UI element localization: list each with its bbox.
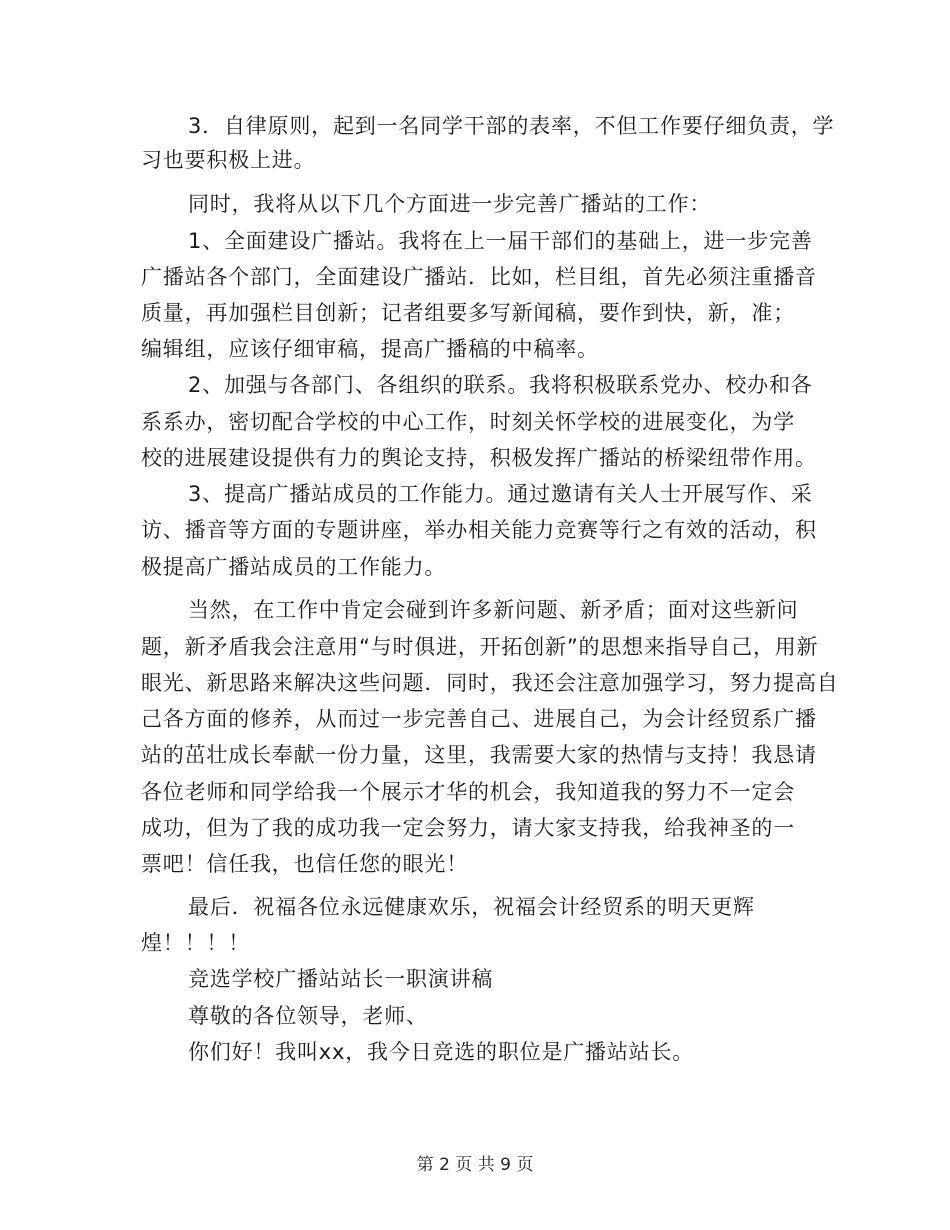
paragraph-line: 最后．祝福各位永远健康欢乐，祝福会计经贸系的明天更辉 xyxy=(188,895,755,919)
paragraph-line: 广播站各个部门，全面建设广播站．比如，栏目组，首先必须注重播音 xyxy=(141,265,817,289)
paragraph-line: 题，新矛盾我会注意用“与时俱进，开拓创新”的思想来指导自己，用新 xyxy=(141,635,819,659)
paragraph-line: 习也要积极上进。 xyxy=(141,148,316,172)
paragraph-line: 当然，在工作中肯定会碰到许多新问题、新矛盾；面对这些新问 xyxy=(188,598,799,622)
paragraph-line: 访、播音等方面的专题讲座，举办相关能力竞赛等行之有效的活动，积 xyxy=(141,518,817,542)
page-number-footer: 第 2 页 共 9 页 xyxy=(416,1155,534,1175)
paragraph-line: 编辑组，应该仔细审稿，提高广播稿的中稿率。 xyxy=(141,337,599,361)
paragraph-line: 同时，我将从以下几个方面进一步完善广播站的工作： xyxy=(188,192,712,216)
paragraph-line: 极提高广播站成员的工作能力。 xyxy=(141,555,447,579)
salutation: 尊敬的各位领导，老师、 xyxy=(188,1004,428,1028)
paragraph-line: 成功，但为了我的成功我一定会努力，请大家支持我，给我神圣的一 xyxy=(141,816,795,840)
paragraph-line: 质量，再加强栏目创新；记者组要多写新闻稿，要作到快，新，准； xyxy=(141,301,795,325)
paragraph-line: 眼光、新思路来解决这些问题．同时，我还会注意加强学习，努力提高自 xyxy=(141,671,839,695)
paragraph-line: 校的进展建设提供有力的舆论支持，积极发挥广播站的桥梁纽带作用。 xyxy=(141,446,817,470)
paragraph-line: 票吧！信任我，也信任您的眼光！ xyxy=(141,852,468,876)
paragraph-line: 3、提高广播站成员的工作能力。通过邀请有关人士开展写作、采 xyxy=(188,482,813,506)
paragraph-line: 煌！！！！ xyxy=(141,931,250,955)
paragraph-line: 1、全面建设广播站。我将在上一届干部们的基础上，进一步完善 xyxy=(188,229,813,253)
paragraph-line: 己各方面的修养，从而过一步完善自己、进展自己，为会计经贸系广播 xyxy=(141,707,817,731)
paragraph-line: 站的茁壮成长奉献一份力量，这里，我需要大家的热情与支持！我恳请 xyxy=(141,743,817,767)
paragraph-line: 系系办，密切配合学校的中心工作，时刻关怀学校的进展变化，为学 xyxy=(141,410,795,434)
paragraph-line: 3．自律原则，起到一名同学干部的表率，不但工作要仔细负责，学 xyxy=(188,114,835,138)
paragraph-line: 你们好！我叫xx，我今日竞选的职位是广播站站长。 xyxy=(188,1040,695,1064)
paragraph-line: 2、加强与各部门、各组织的联系。我将积极联系党办、校办和各 xyxy=(188,373,813,397)
speech-title: 竞选学校广播站站长一职演讲稿 xyxy=(188,967,494,991)
paragraph-line: 各位老师和同学给我一个展示才华的机会，我知道我的努力不一定会 xyxy=(141,780,795,804)
